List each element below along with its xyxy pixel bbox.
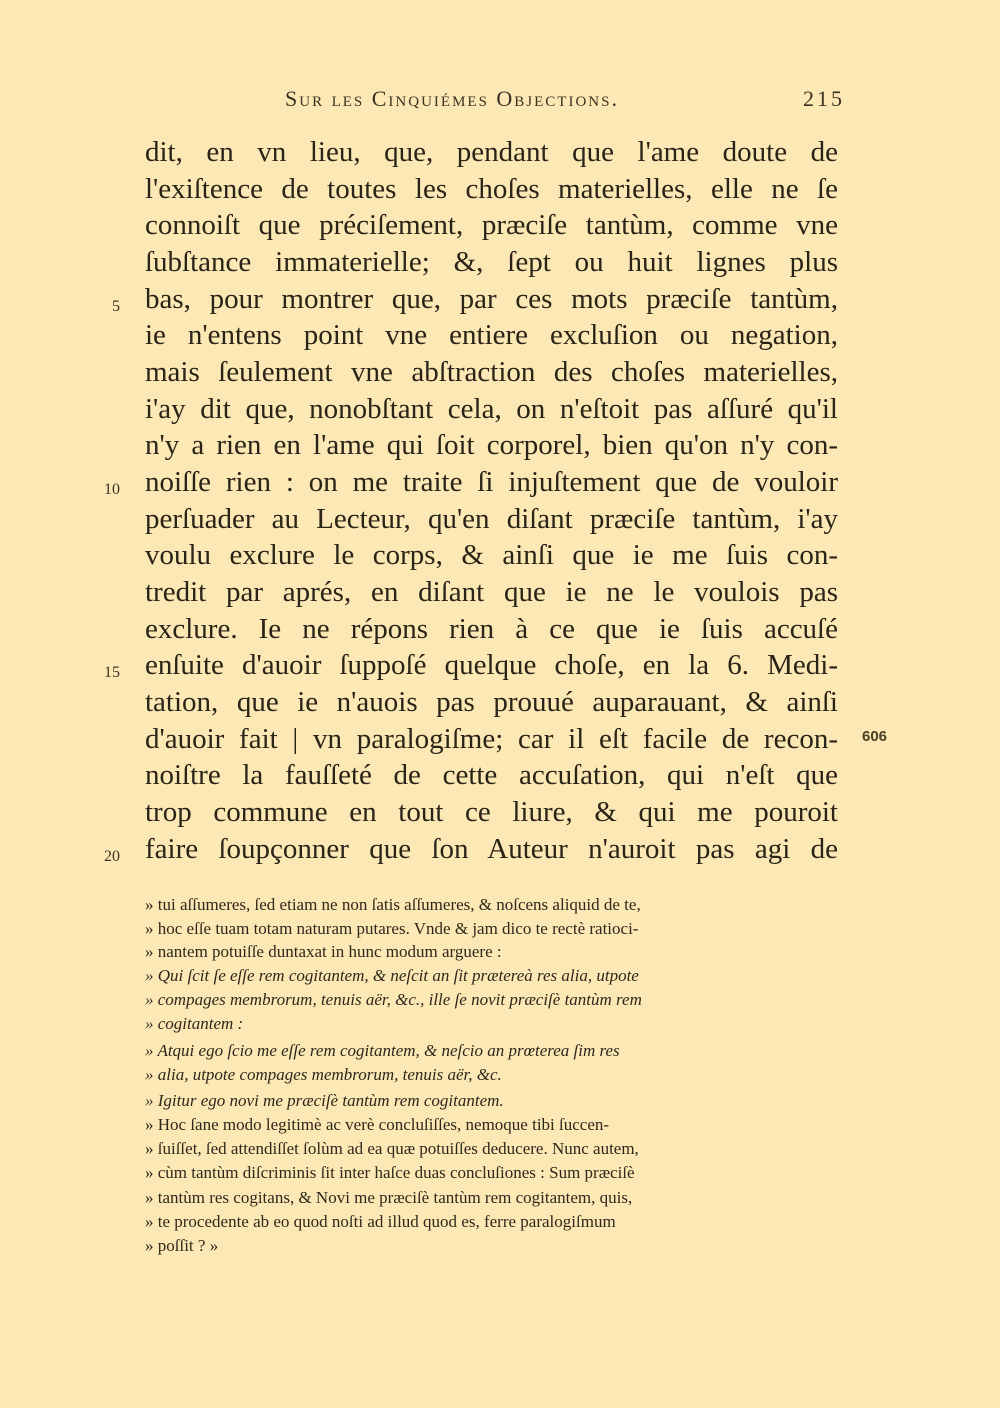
footnote-line: » Qui ſcit ſe eſſe rem cogitantem, & neſcit an ſit prætereà res alia, utpote [145, 966, 639, 985]
footnote-line: » compages membrorum, tenuis aër, &c., ille ſe novit præciſè tantùm rem [145, 990, 642, 1009]
footnote-line: » cogitantem : [145, 1014, 244, 1033]
footnote-line: » hoc eſſe tuam totam naturam putares. Vnde & jam dico te rectè ratioci- [145, 919, 639, 938]
text-line: n'y a rien en l'ame qui ſoit corporel, bien qu'on n'y con- [145, 429, 838, 461]
footnote-line: » Igitur ego novi me præciſè tantùm rem cogitantem. [145, 1091, 504, 1110]
text-line: noiſtre la fauſſeté de cette accuſation, qui n'eſt que [145, 759, 838, 791]
text-line: d'auoir fait | vn paralogiſme; car il eſt facile de recon- [145, 723, 838, 755]
running-title: Sur les Cinquiémes Objections. [285, 86, 619, 111]
footnote-line: » tui aſſumeres, ſed etiam ne non ſatis aſſumeres, & noſcens aliquid de te, [145, 895, 641, 914]
footnote-line: » Atqui ego ſcio me eſſe rem cogitantem, & neſcio an prœterea ſim res [145, 1041, 620, 1060]
running-header [285, 86, 845, 122]
line-number: 10 [104, 481, 120, 498]
line-number: 5 [112, 298, 120, 315]
text-line: exclure. Ie ne répons rien à ce que ie ſuis accuſé [145, 613, 838, 645]
text-line: l'exiſtence de toutes les choſes materielles, elle ne ſe [145, 173, 838, 205]
text-line: mais ſeulement vne abſtraction des choſes materielles, [145, 356, 838, 388]
page-number: 215 [803, 86, 845, 111]
footnote-line: » ſuiſſet, ſed attendiſſet ſolùm ad ea quæ potuiſſes deducere. Nunc autem, [145, 1139, 639, 1158]
text-line: voulu exclure le corps, & ainſi que ie me ſuis con- [145, 539, 838, 571]
line-number: 15 [104, 664, 120, 681]
footnote-line: » Hoc ſane modo legitimè ac verè concluſiſſes, nemoque tibi ſuccen- [145, 1115, 610, 1134]
text-line: bas, pour montrer que, par ces mots præciſe tantùm, [145, 283, 838, 315]
footnote-line: » alia, utpote compages membrorum, tenuis aër, &c. [145, 1065, 502, 1084]
text-line: noiſſe rien : on me traite ſi injuſtement que de vouloir [145, 466, 838, 498]
text-line: ſubſtance immaterielle; &, ſept ou huit lignes plus [145, 246, 838, 278]
footnote-line: » cùm tantùm diſcriminis ſit inter haſce duas concluſiones : Sum præciſè [145, 1163, 635, 1182]
text-line: tation, que ie n'auois pas prouué auparauant, & ainſi [145, 686, 838, 718]
text-line: dit, en vn lieu, que, pendant que l'ame doute de [145, 136, 838, 168]
text-line: ie n'entens point vne entiere excluſion ou negation, [145, 319, 838, 351]
text-line: enſuite d'auoir ſuppoſé quelque choſe, en la 6. Medi- [145, 649, 838, 681]
footnote-line: » tantùm res cogitans, & Novi me præciſè tantùm rem cogitantem, quis, [145, 1188, 633, 1207]
text-line: perſuader au Lecteur, qu'en diſant præciſe tantùm, i'ay [145, 503, 838, 535]
margin-page-reference: 606 [862, 728, 888, 745]
text-line: faire ſoupçonner que ſon Auteur n'auroit pas agi de [145, 833, 838, 865]
text-line: i'ay dit que, nonobſtant cela, on n'eſtoit pas aſſuré qu'il [145, 393, 838, 425]
text-line: connoiſt que préciſement, præciſe tantùm, comme vne [145, 209, 838, 241]
line-number: 20 [104, 848, 120, 865]
text-line: trop commune en tout ce liure, & qui me pouroit [145, 796, 838, 828]
footnote-line: » poſſit ? » [145, 1236, 219, 1255]
text-line: tredit par aprés, en diſant que ie ne le voulois pas [145, 576, 838, 608]
footnote-line: » nantem potuiſſe duntaxat in hunc modum arguere : [145, 942, 502, 961]
footnote-line: » te procedente ab eo quod noſti ad illud quod es, ferre paralogiſmum [145, 1212, 616, 1231]
